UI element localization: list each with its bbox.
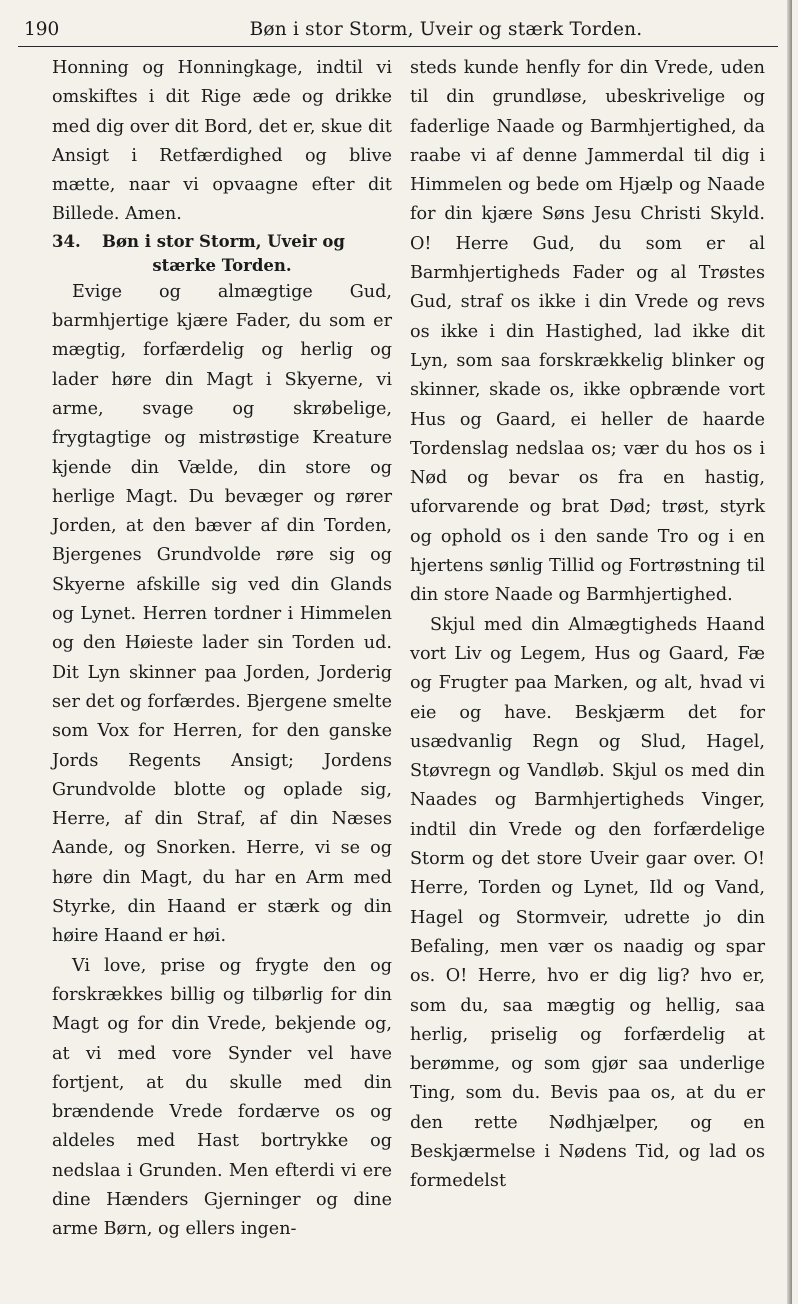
- page-number: 190: [24, 19, 60, 40]
- running-title: Bøn i stor Storm, Uveir og stærk Torden.: [249, 19, 643, 40]
- right-column: [410, 54, 765, 1197]
- continued-paragraph: Honning og Honningkage, indtil vi omskiftes i dit Rige æde og drikke med dig over dit Bord, det er, skue dit Ansigt i Retfærdighed og blive mætte, naar vi opvaagne efter dit Billede. Amen.: [52, 58, 392, 225]
- section-heading-line-1: Bøn i stor Storm, Uveir og: [102, 231, 345, 251]
- prayer-paragraph-3: steds kunde henfly for din Vrede, uden til din grundløse, ubeskrivelige og faderlige Naade og Barmhjertighed, da raabe vi af denne Jammerdal til dig i Himmelen og bede om Hjælp og Naade for din kjære Søns Jesu Christi Skyld. O! Herre Gud, du som er al Barmhjertigheds Fader og al Trøstes Gud, straf os ikke i din Vrede og revs os ikke i din Hastighed, lad ikke dit Lyn, som saa forskrækkelig blinker og skinner, skade os, ikke opbrænde vort Hus og Gaard, ei heller de haarde Tordenslag nedslaa os; vær du hos os i Nød og bevar os fra en hastig, uforvarende og brat Død; trøst, styrk og ophold os i den sande Tro og i en hjertens sønlig Tillid og Fortrøstning til din store Naade og Barmhjertighed.: [410, 58, 765, 606]
- page-header: [0, 14, 770, 46]
- section-number: 34.: [52, 231, 81, 251]
- prayer-paragraph-1: Evige og almægtige Gud, barmhjertige kjære Fader, du som er mægtig, forfærdelig og herlig og lader høre din Magt i Skyerne, vi arme, svage og skrøbelige, frygtagtige og mistrøstige Kreature kjende din Vælde, din store og herlige Magt. Du bevæger og rører Jorden, at den bæver af din Torden, Bjergenes Grundvolde røre sig og Skyerne afskille sig ved din Glands og Lynet. Herren tordner i Himmelen og den Høieste lader sin Torden ud. Dit Lyn skinner paa Jorden, Jorderig ser det og forfærdes. Bjergene smelte som Vox for Herren, for den ganske Jords Regents Ansigt; Jordens Grundvolde blotte og oplade sig, Herre, af din Straf, af din Næses Aande, og Snorken. Herre, vi se og høre din Magt, du har en Arm med Styrke, din Haand er stærk og din høire Haand er høi.: [52, 281, 392, 947]
- header-rule: [18, 46, 778, 47]
- section-heading: [52, 230, 392, 278]
- section-heading-line-2: stærke Torden.: [152, 255, 292, 275]
- prayer-paragraph-4: Skjul med din Almægtigheds Haand vort Liv og Legem, Hus og Gaard, Fæ og Frugter paa Marken, og alt, hvad vi eie og have. Beskjærm det for usædvanlig Regn og Slud, Hagel, Støvregn og Vandløb. Skjul os med din Naades og Barmhjertigheds Vinger, indtil din Vrede og den forfærdelige Storm og det store Uveir gaar over. O! Herre, Torden og Lynet, Ild og Vand, Hagel og Stormveir, udrette jo din Befaling, men vær os naadig og spar os. O! Herre, hvo er dig lig? hvo er, som du, saa mægtig og hellig, saa herlig, priselig og forfærdelig at berømme, og som gjør saa underlige Ting, som du. Bevis paa os, at du er den rette Nødhjælper, og en Beskjærmelse i Nødens Tid, og lad os formedelst: [410, 614, 765, 1192]
- left-column: [52, 54, 392, 1245]
- prayer-paragraph-2: Vi love, prise og frygte den og forskrækkes billig og tilbørlig for din Magt og for din Vrede, bekjende og, at vi med vore Synder vel have fortjent, at du skulle med din brændende Vrede fordærve os og aldeles med Hast bortrykke og nedslaa i Grunden. Men efterdi vi ere dine Hænders Gjerninger og dine arme Børn, og ellers ingen-: [52, 955, 392, 1240]
- page-edge-shadow: [787, 0, 792, 1304]
